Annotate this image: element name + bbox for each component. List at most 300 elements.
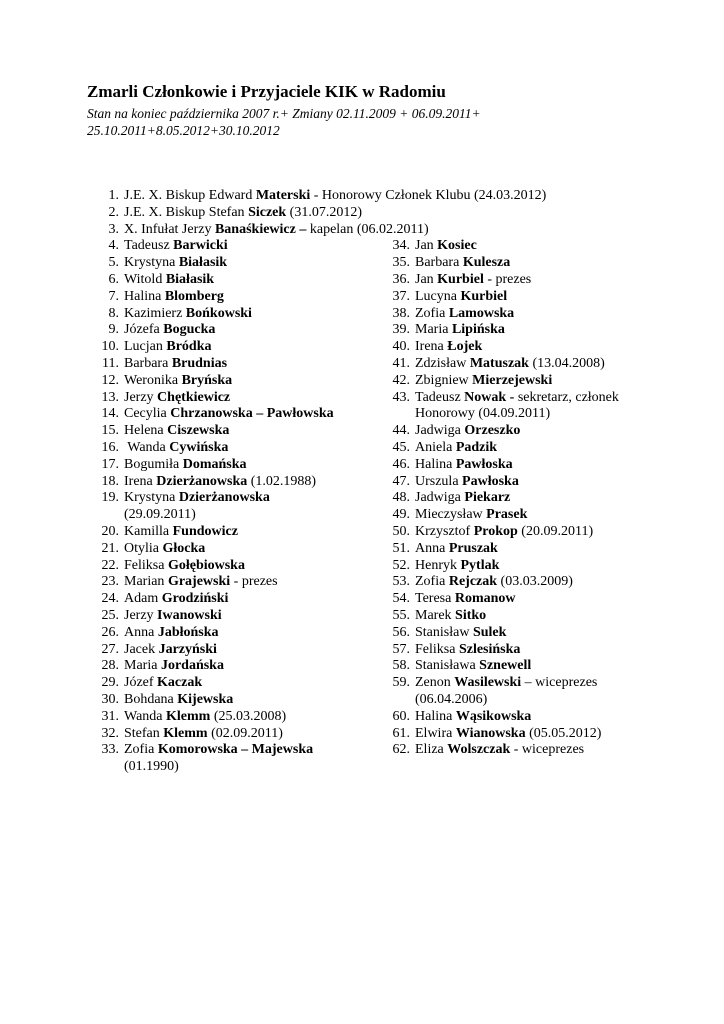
item-text bbox=[415, 373, 552, 390]
item-text bbox=[124, 591, 228, 608]
item-text bbox=[415, 490, 510, 507]
item-number: 52. bbox=[392, 557, 410, 573]
item-number: 42. bbox=[392, 372, 410, 388]
item-text bbox=[415, 306, 514, 323]
item-surname: Lamowska bbox=[448, 305, 515, 321]
item-first-name: Lucjan bbox=[124, 339, 167, 355]
item-surname: Blomberg bbox=[164, 288, 224, 304]
item-surname: Materski bbox=[255, 188, 311, 203]
item-text bbox=[415, 457, 513, 474]
item-first-name: J.E. X. Biskup Stefan bbox=[124, 204, 249, 220]
item-number: 58. bbox=[392, 658, 410, 674]
item-text bbox=[415, 238, 477, 255]
item-note: kapelan (06.02.2011) bbox=[306, 221, 429, 237]
item-first-name: J.E. X. Biskup Edward bbox=[124, 188, 256, 203]
item-number: 19. bbox=[101, 490, 119, 506]
list-item bbox=[87, 524, 334, 541]
document-subtitle bbox=[87, 105, 587, 139]
item-number: 18. bbox=[101, 473, 119, 489]
item-number: 45. bbox=[392, 439, 410, 455]
item-first-name: Stanisław bbox=[415, 624, 473, 640]
list-item bbox=[378, 558, 619, 575]
item-first-name: Jan bbox=[415, 271, 438, 287]
item-first-name: Weronika bbox=[124, 372, 182, 388]
item-number: 8. bbox=[108, 305, 119, 321]
item-text bbox=[124, 642, 217, 659]
item-number: 25. bbox=[101, 607, 119, 623]
list-item bbox=[87, 440, 334, 457]
item-text bbox=[415, 642, 520, 659]
item-first-name: Halina bbox=[124, 288, 165, 304]
item-first-name: Krzysztof bbox=[415, 523, 474, 539]
item-surname: Barwicki bbox=[173, 238, 228, 254]
item-note: (02.09.2011) bbox=[207, 725, 283, 741]
item-first-name: Zenon bbox=[415, 675, 455, 691]
item-surname: Orzeszko bbox=[464, 423, 521, 439]
item-surname: Rejczak bbox=[448, 574, 498, 590]
item-number: 29. bbox=[101, 675, 119, 691]
item-first-name: X. Infułat Jerzy bbox=[124, 221, 215, 237]
item-first-name: Stefan bbox=[124, 725, 164, 741]
list-item bbox=[378, 373, 619, 390]
item-text bbox=[415, 390, 619, 407]
item-number: 14. bbox=[101, 406, 119, 422]
item-note: - prezes bbox=[230, 574, 278, 590]
item-text bbox=[124, 524, 238, 541]
item-number: 40. bbox=[392, 339, 410, 355]
item-first-name: Jadwiga bbox=[415, 490, 465, 506]
item-text bbox=[415, 558, 499, 575]
item-number: 47. bbox=[392, 473, 410, 489]
list-item bbox=[87, 558, 334, 575]
item-surname: Szlesińska bbox=[458, 641, 521, 657]
item-surname: Prasek bbox=[486, 507, 528, 523]
item-text bbox=[415, 726, 601, 743]
item-number: 48. bbox=[392, 490, 410, 506]
list-item bbox=[378, 339, 619, 356]
item-surname: Lipińska bbox=[451, 322, 505, 338]
item-number: 61. bbox=[392, 725, 410, 741]
list-item bbox=[87, 423, 334, 440]
item-first-name: Barbara bbox=[415, 255, 463, 271]
item-first-name: Marian bbox=[124, 574, 168, 590]
item-text bbox=[124, 390, 230, 407]
list-item bbox=[378, 289, 619, 306]
item-surname: Pruszak bbox=[448, 540, 498, 556]
item-surname: Brudnias bbox=[171, 355, 228, 371]
item-surname: Wasilewski bbox=[454, 675, 522, 691]
item-surname: Nowak - bbox=[464, 389, 515, 405]
item-surname: Białasik bbox=[178, 255, 228, 271]
item-text bbox=[415, 541, 498, 558]
list-item bbox=[378, 457, 619, 474]
item-first-name: Jerzy bbox=[124, 389, 158, 405]
list-item bbox=[87, 658, 334, 675]
item-surname: Pytlak bbox=[460, 557, 500, 573]
item-first-name: Józef bbox=[124, 675, 158, 691]
item-surname: Bródka bbox=[166, 339, 212, 355]
item-number: 6. bbox=[108, 271, 119, 287]
item-number: 20. bbox=[101, 523, 119, 539]
item-surname: Łojek bbox=[447, 339, 483, 355]
list-item bbox=[378, 255, 619, 272]
item-first-name: Mieczysław bbox=[415, 507, 487, 523]
item-surname: Cywińska bbox=[169, 439, 229, 455]
item-text bbox=[124, 658, 224, 675]
item-surname: Wianowska bbox=[455, 725, 526, 741]
item-text bbox=[415, 356, 605, 373]
item-number: 28. bbox=[101, 658, 119, 674]
item-surname: Kijewska bbox=[177, 691, 234, 707]
item-surname: Jordańska bbox=[160, 658, 224, 674]
item-text bbox=[415, 709, 531, 726]
list-item bbox=[378, 440, 619, 457]
list-item bbox=[378, 474, 619, 491]
list-item bbox=[378, 524, 619, 541]
item-text bbox=[124, 490, 270, 507]
item-first-name: Lucyna bbox=[415, 288, 461, 304]
item-surname: Siczek bbox=[248, 204, 287, 220]
item-first-name: Józefa bbox=[124, 322, 164, 338]
item-text bbox=[124, 356, 227, 373]
item-first-name: Zofia bbox=[415, 574, 449, 590]
list-item bbox=[87, 742, 334, 776]
item-first-name: Wanda bbox=[124, 708, 167, 724]
item-number: 53. bbox=[392, 574, 410, 590]
item-text bbox=[415, 507, 527, 524]
item-surname: Ciszewska bbox=[167, 423, 230, 439]
item-surname: Kosiec bbox=[437, 238, 477, 254]
item-first-name: Maria bbox=[415, 322, 452, 338]
item-text bbox=[415, 289, 507, 306]
item-surname: Sulek bbox=[472, 624, 507, 640]
item-first-name: Zbigniew bbox=[415, 372, 473, 388]
item-text bbox=[124, 322, 215, 339]
item-number: 35. bbox=[392, 255, 410, 271]
item-number: 21. bbox=[101, 540, 119, 556]
item-text bbox=[124, 423, 229, 440]
item-number: 23. bbox=[101, 574, 119, 590]
item-text bbox=[415, 675, 597, 692]
item-number: 11. bbox=[102, 355, 119, 371]
item-first-name: Zofia bbox=[415, 305, 449, 321]
item-first-name: Stanisława bbox=[415, 658, 480, 674]
item-surname: Głocka bbox=[162, 540, 206, 556]
item-first-name: Bohdana bbox=[124, 691, 178, 707]
item-number: 16. bbox=[101, 439, 119, 455]
item-number: 30. bbox=[101, 691, 119, 707]
item-note: - Honorowy Członek Klubu (24.03.2012) bbox=[310, 188, 547, 203]
item-note: (13.04.2008) bbox=[528, 355, 605, 371]
item-surname: Mierzejewski bbox=[472, 372, 553, 388]
item-first-name: Henryk bbox=[415, 557, 461, 573]
item-first-name: Krystyna bbox=[124, 255, 179, 271]
item-text bbox=[124, 406, 334, 423]
item-text bbox=[124, 541, 205, 558]
list-item bbox=[87, 591, 334, 608]
item-surname: Komorowska – Majewska bbox=[157, 742, 314, 758]
item-number: 34. bbox=[392, 238, 410, 254]
item-first-name: Krystyna bbox=[124, 490, 179, 506]
list-item bbox=[87, 457, 334, 474]
item-number: 39. bbox=[392, 322, 410, 338]
list-item bbox=[87, 574, 334, 591]
item-number: 7. bbox=[108, 288, 119, 304]
list-item bbox=[378, 390, 619, 424]
item-number: 37. bbox=[392, 288, 410, 304]
item-number: 5. bbox=[108, 255, 119, 271]
list-item bbox=[87, 692, 334, 709]
list-item bbox=[87, 306, 334, 323]
item-text bbox=[124, 625, 219, 642]
item-number: 51. bbox=[392, 540, 410, 556]
item-first-name: Urszula bbox=[415, 473, 463, 489]
item-surname: Bońkowski bbox=[185, 305, 252, 321]
item-text bbox=[124, 709, 286, 726]
item-surname: Gołębiowska bbox=[167, 557, 245, 573]
item-first-name: Helena bbox=[124, 423, 168, 439]
item-note: (31.07.2012) bbox=[286, 204, 362, 220]
list-item bbox=[87, 222, 546, 239]
item-first-name: Barbara bbox=[124, 355, 172, 371]
item-surname: Jarzyński bbox=[158, 641, 217, 657]
item-note: (25.03.2008) bbox=[210, 708, 287, 724]
list-item bbox=[378, 675, 619, 709]
item-text bbox=[124, 474, 316, 491]
item-first-name: Kazimierz bbox=[124, 305, 186, 321]
item-text bbox=[124, 306, 252, 323]
item-continuation: Honorowy (04.09.2011) bbox=[415, 406, 551, 422]
list-item bbox=[87, 188, 546, 205]
item-surname: Kaczak bbox=[157, 675, 203, 691]
list-item bbox=[87, 490, 334, 524]
item-first-name: Bogumiła bbox=[124, 456, 183, 472]
list-item bbox=[87, 642, 334, 659]
item-surname: Pawłoska bbox=[455, 456, 513, 472]
item-number: 10. bbox=[101, 339, 119, 355]
list-item bbox=[378, 238, 619, 255]
item-text bbox=[124, 558, 245, 575]
item-surname: Pawłoska bbox=[462, 473, 519, 489]
item-number: 55. bbox=[392, 607, 410, 623]
list-item bbox=[378, 423, 619, 440]
item-first-name: Eliza bbox=[415, 742, 448, 758]
item-continuation: (01.1990) bbox=[124, 759, 179, 775]
item-first-name: Irena bbox=[124, 473, 157, 489]
item-number: 22. bbox=[101, 557, 119, 573]
list-item bbox=[378, 625, 619, 642]
list-item bbox=[87, 608, 334, 625]
item-number: 41. bbox=[392, 355, 410, 371]
item-surname: Chrzanowska – Pawłowska bbox=[170, 406, 334, 422]
item-number: 13. bbox=[101, 389, 119, 405]
item-first-name: Anna bbox=[415, 540, 449, 556]
list-item bbox=[378, 608, 619, 625]
item-text bbox=[124, 272, 214, 289]
list-item bbox=[378, 272, 619, 289]
item-text bbox=[415, 474, 519, 491]
item-surname: Kulesza bbox=[462, 255, 511, 271]
item-first-name: Halina bbox=[415, 708, 456, 724]
list-item bbox=[87, 339, 334, 356]
item-first-name: Jadwiga bbox=[415, 423, 465, 439]
item-continuation: (06.04.2006) bbox=[415, 691, 488, 707]
item-text bbox=[124, 289, 224, 306]
list-item bbox=[87, 474, 334, 491]
item-first-name: Irena bbox=[415, 339, 448, 355]
item-text bbox=[124, 675, 202, 692]
item-surname: Kurbiel bbox=[460, 288, 508, 304]
item-first-name: Otylia bbox=[124, 540, 163, 556]
item-surname: Sznewell bbox=[479, 658, 532, 674]
item-text bbox=[415, 574, 573, 591]
item-surname: Wolszczak bbox=[447, 742, 511, 758]
item-number: 1. bbox=[108, 188, 119, 203]
item-text bbox=[124, 255, 227, 272]
item-number: 32. bbox=[101, 725, 119, 741]
document-title: Zmarli Członkowie i Przyjaciele KIK w Radomiu bbox=[87, 82, 446, 101]
item-text bbox=[124, 238, 228, 255]
item-text bbox=[415, 742, 584, 759]
item-text bbox=[415, 255, 510, 272]
item-surname: Bryńska bbox=[181, 372, 233, 388]
item-surname: Banaśkiewicz – bbox=[214, 221, 307, 237]
item-number: 60. bbox=[392, 708, 410, 724]
item-first-name: Anna bbox=[124, 624, 158, 640]
item-first-name: Marek bbox=[415, 607, 456, 623]
item-number: 56. bbox=[392, 624, 410, 640]
item-text bbox=[415, 524, 593, 541]
list-item bbox=[87, 675, 334, 692]
item-surname: Fundowicz bbox=[172, 523, 238, 539]
list-item bbox=[378, 306, 619, 323]
item-number: 54. bbox=[392, 591, 410, 607]
item-text bbox=[124, 373, 232, 390]
list-item bbox=[87, 322, 334, 339]
members-list-right-column bbox=[378, 238, 619, 759]
item-text bbox=[124, 222, 429, 239]
subtitle-line-1: Stan na koniec października 2007 r.+ Zmiany 02.11.2009 + 06.09.2011+ bbox=[87, 106, 481, 121]
item-number: 9. bbox=[108, 322, 119, 338]
item-note: sekretarz, członek bbox=[514, 389, 619, 405]
item-surname: Klemm bbox=[166, 708, 211, 724]
item-first-name: Kamilla bbox=[124, 523, 173, 539]
item-surname: Domańska bbox=[182, 456, 247, 472]
item-text bbox=[124, 726, 283, 743]
item-first-name: Witold bbox=[124, 271, 166, 287]
item-number: 50. bbox=[392, 523, 410, 539]
item-continuation: (29.09.2011) bbox=[124, 507, 196, 523]
item-surname: Grajewski bbox=[167, 574, 231, 590]
item-number: 12. bbox=[101, 372, 119, 388]
item-surname: Kurbiel bbox=[437, 271, 484, 287]
item-text bbox=[415, 625, 506, 642]
list-item bbox=[378, 726, 619, 743]
list-item bbox=[378, 507, 619, 524]
item-number: 4. bbox=[108, 238, 119, 254]
item-text bbox=[124, 692, 233, 709]
item-text bbox=[415, 658, 531, 675]
item-note: (05.05.2012) bbox=[525, 725, 602, 741]
item-surname: Matuszak bbox=[469, 355, 529, 371]
item-first-name: Cecylia bbox=[124, 406, 171, 422]
item-surname: Grodziński bbox=[161, 591, 229, 607]
list-item bbox=[87, 390, 334, 407]
item-number: 31. bbox=[101, 708, 119, 724]
item-first-name: Zdzisław bbox=[415, 355, 470, 371]
list-item bbox=[87, 541, 334, 558]
item-surname: Klemm bbox=[163, 725, 208, 741]
item-first-name: Maria bbox=[124, 658, 161, 674]
item-surname: Romanow bbox=[454, 591, 516, 607]
list-item bbox=[87, 709, 334, 726]
item-note: – wiceprezes bbox=[521, 675, 598, 691]
item-text bbox=[415, 339, 482, 356]
item-number: 44. bbox=[392, 423, 410, 439]
list-item bbox=[378, 709, 619, 726]
item-first-name: Feliksa bbox=[124, 557, 168, 573]
item-surname: Iwanowski bbox=[157, 607, 222, 623]
item-number: 17. bbox=[101, 456, 119, 472]
item-surname: Sitko bbox=[455, 607, 487, 623]
list-item bbox=[378, 658, 619, 675]
list-item bbox=[87, 238, 334, 255]
item-note: (03.03.2009) bbox=[497, 574, 573, 590]
item-surname: Piekarz bbox=[464, 490, 511, 506]
item-number: 33. bbox=[101, 742, 119, 758]
item-text bbox=[124, 440, 228, 457]
item-number: 27. bbox=[101, 641, 119, 657]
item-text bbox=[415, 272, 531, 289]
item-first-name: Adam bbox=[124, 591, 162, 607]
list-item bbox=[87, 289, 334, 306]
item-text bbox=[124, 742, 313, 759]
item-number: 62. bbox=[392, 742, 410, 758]
item-note: - prezes bbox=[483, 271, 532, 287]
item-number: 24. bbox=[101, 591, 119, 607]
item-number: 43. bbox=[392, 389, 410, 405]
item-text bbox=[415, 608, 486, 625]
item-first-name: Tadeusz bbox=[124, 238, 174, 254]
item-first-name: Teresa bbox=[415, 591, 455, 607]
list-item bbox=[87, 255, 334, 272]
item-surname: Jabłońska bbox=[157, 624, 219, 640]
list-item bbox=[87, 726, 334, 743]
item-surname: Dzierżanowska bbox=[178, 490, 270, 506]
item-text bbox=[124, 188, 546, 205]
item-first-name: Aniela bbox=[415, 439, 456, 455]
item-surname: Prokop bbox=[473, 523, 518, 539]
item-text bbox=[124, 205, 362, 222]
list-item bbox=[378, 642, 619, 659]
list-item bbox=[378, 574, 619, 591]
members-list-left-column bbox=[87, 238, 334, 776]
members-list-top bbox=[87, 188, 546, 238]
item-surname: Chętkiewicz bbox=[157, 389, 231, 405]
list-item bbox=[87, 356, 334, 373]
item-note: (1.02.1988) bbox=[247, 473, 317, 489]
list-item bbox=[87, 406, 334, 423]
list-item bbox=[87, 625, 334, 642]
item-surname: Dzierżanowska bbox=[156, 473, 248, 489]
list-item bbox=[378, 322, 619, 339]
item-first-name: Elwira bbox=[415, 725, 456, 741]
item-text bbox=[415, 591, 516, 608]
item-number: 3. bbox=[108, 221, 119, 237]
list-item bbox=[378, 356, 619, 373]
list-item bbox=[378, 742, 619, 759]
item-text bbox=[124, 457, 247, 474]
